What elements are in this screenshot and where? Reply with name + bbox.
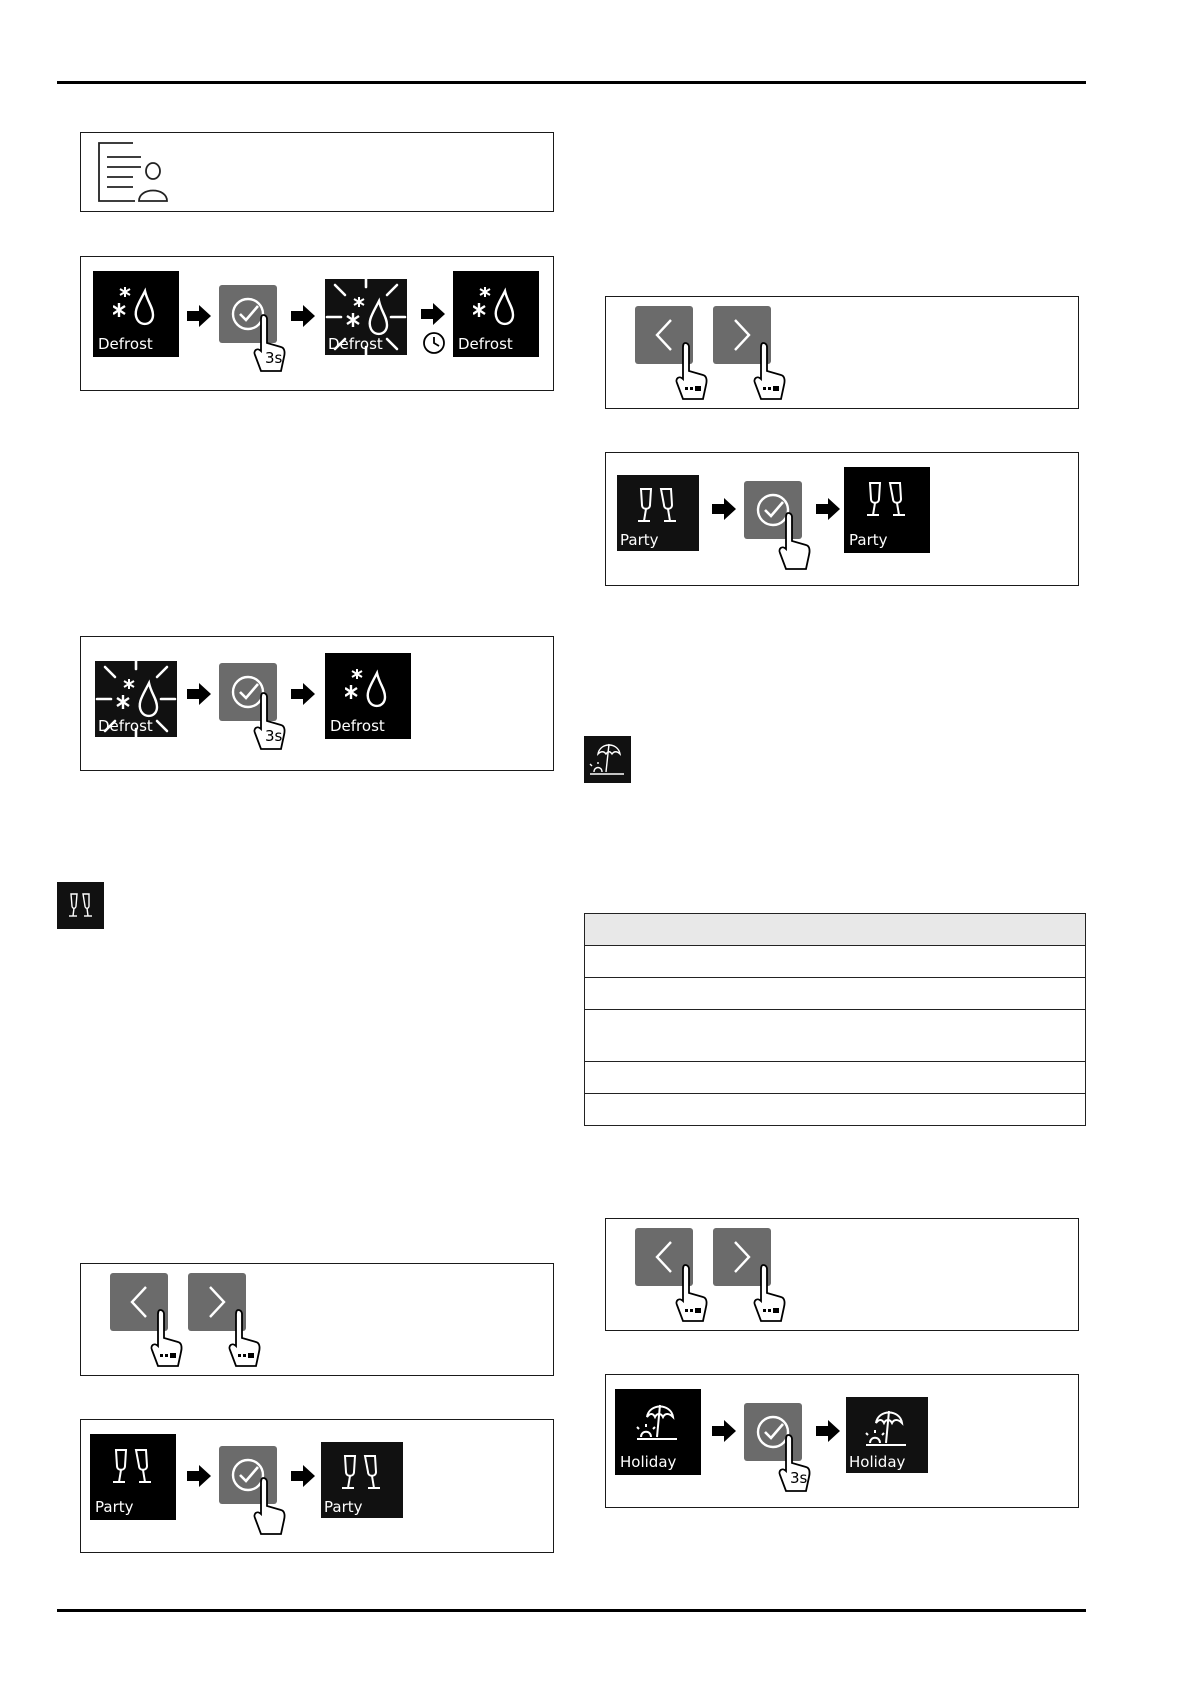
party-symbol (57, 882, 104, 929)
table-row (585, 946, 1086, 978)
defrost-stop-figure (80, 636, 554, 771)
champagne-glasses-icon (635, 483, 681, 529)
arrow-right-icon (712, 498, 736, 520)
settings-table (584, 913, 1086, 1126)
navigation-figure (605, 1218, 1079, 1331)
arrow-right-icon (291, 1465, 315, 1487)
display-label: Defrost (458, 335, 513, 353)
arrow-right-icon (291, 305, 315, 327)
arrow-right-icon (187, 683, 211, 705)
display-label: Defrost (330, 717, 385, 735)
display-label: Holiday (620, 1453, 677, 1471)
snowflake-drop-icon (113, 281, 159, 327)
champagne-glasses-icon (339, 1450, 385, 1496)
table-cell (585, 1062, 1086, 1094)
display-defrost (325, 653, 411, 739)
display-holiday (615, 1389, 701, 1475)
arrow-right-icon (816, 1420, 840, 1442)
display-label: Party (95, 1498, 134, 1516)
finger-touch-icon (778, 511, 812, 575)
table-header-row (585, 914, 1086, 946)
display-label: Party (620, 531, 659, 549)
finger-touch-icon (253, 691, 287, 755)
finger-touch-icon (253, 313, 287, 377)
navigation-figure (80, 1263, 554, 1376)
arrow-right-icon (421, 303, 445, 325)
hold-duration-label: 3s (265, 727, 283, 745)
finger-touch-icon (675, 341, 709, 405)
display-label: Defrost (98, 335, 153, 353)
beach-umbrella-icon (584, 736, 631, 783)
header-rule (57, 81, 1086, 84)
arrow-right-icon (816, 498, 840, 520)
display-defrost (93, 271, 179, 357)
holiday-activate-figure (605, 1374, 1079, 1508)
display-defrost (453, 271, 539, 357)
finger-touch-icon (675, 1263, 709, 1327)
party-activate-figure (80, 1419, 554, 1553)
table-row (585, 978, 1086, 1010)
snowflake-drop-icon (473, 281, 519, 327)
display-label: Party (849, 531, 888, 549)
display-party (844, 467, 930, 553)
display-label: Party (324, 1498, 363, 1516)
table-header-cell (585, 914, 1086, 946)
display-label: Holiday (849, 1453, 906, 1471)
table-row (585, 1010, 1086, 1062)
hold-duration-label: 3s (265, 349, 283, 367)
arrow-right-icon (187, 1465, 211, 1487)
table-cell (585, 1094, 1086, 1126)
holiday-symbol (584, 736, 631, 783)
display-party (90, 1434, 176, 1520)
display-defrost-active (93, 653, 179, 739)
hold-duration-label: 3s (790, 1469, 808, 1487)
finger-touch-icon (778, 1433, 812, 1497)
finger-touch-icon (253, 1476, 287, 1540)
finger-touch-icon (753, 1263, 787, 1327)
arrow-right-icon (187, 305, 211, 327)
footer-rule (57, 1609, 1086, 1612)
finger-touch-icon (228, 1308, 262, 1372)
navigation-figure (605, 296, 1079, 409)
display-label: Defrost (98, 717, 153, 735)
arrow-right-icon (291, 683, 315, 705)
snowflake-drop-icon (345, 663, 391, 709)
display-label: Defrost (328, 335, 383, 353)
beach-umbrella-icon (635, 1399, 681, 1445)
defrost-start-figure (80, 256, 554, 391)
table-cell (585, 946, 1086, 978)
display-party-active (319, 1434, 405, 1520)
display-party-active (615, 467, 701, 553)
champagne-glasses-icon (864, 477, 910, 523)
table-row (585, 1062, 1086, 1094)
champagne-glasses-icon (110, 1444, 156, 1490)
table-cell (585, 1010, 1086, 1062)
display-holiday-active (844, 1389, 930, 1475)
table-cell (585, 978, 1086, 1010)
display-defrost-active (323, 271, 409, 357)
user-manual-figure (80, 132, 554, 212)
beach-umbrella-icon (864, 1405, 910, 1451)
table-row (585, 1094, 1086, 1126)
finger-touch-icon (150, 1308, 184, 1372)
clock-icon (421, 329, 447, 355)
party-deactivate-figure (605, 452, 1079, 586)
arrow-right-icon (712, 1420, 736, 1442)
champagne-glasses-icon (57, 882, 104, 929)
user-manual-icon (97, 141, 173, 205)
finger-touch-icon (753, 341, 787, 405)
